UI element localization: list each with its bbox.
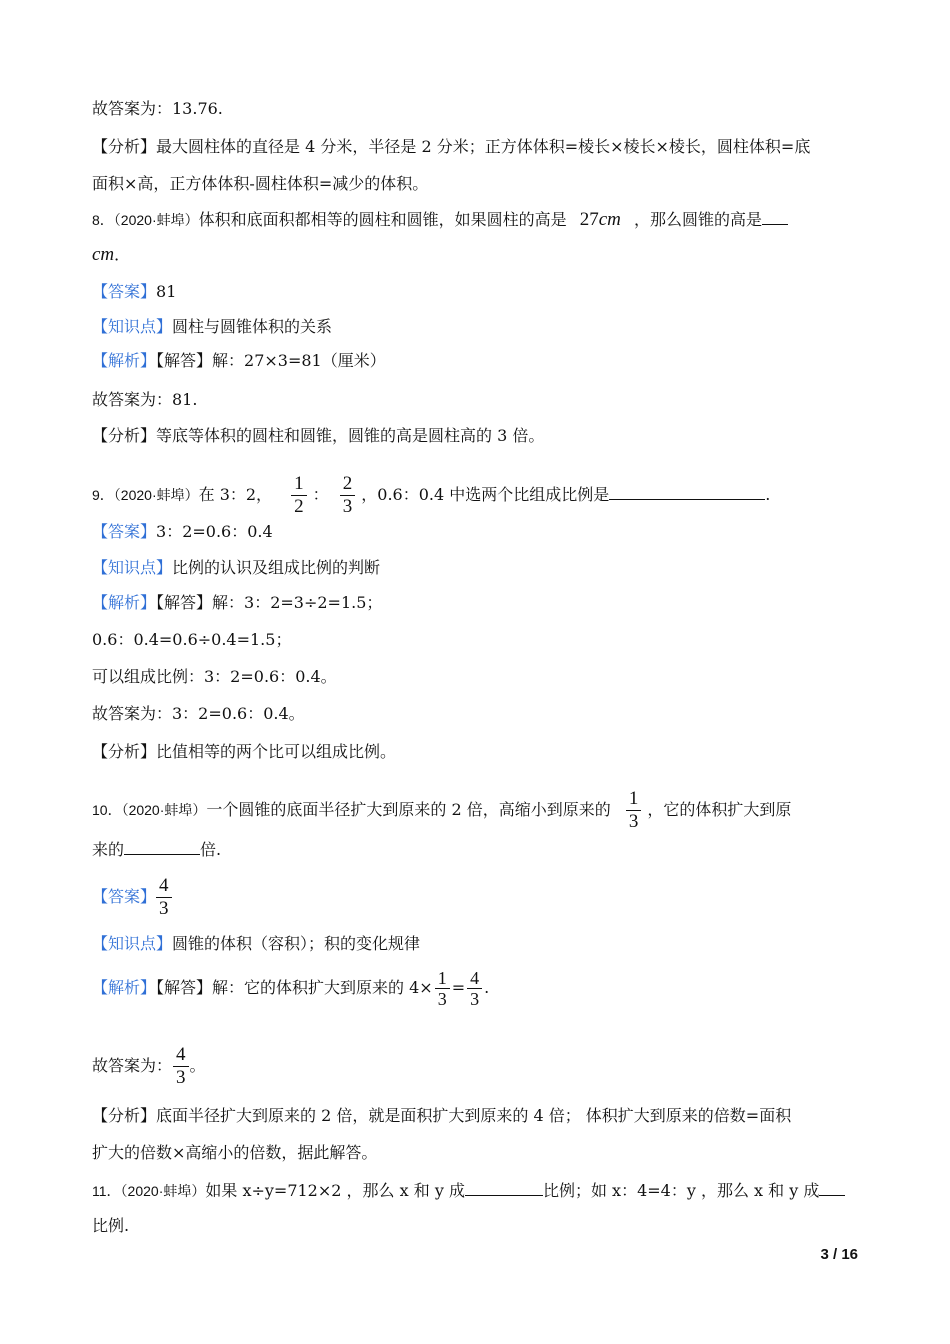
solution-tag: 【解析】: [92, 978, 157, 997]
answer-blank[interactable]: [609, 483, 765, 500]
final-answer-text: 故答案为：: [92, 1056, 173, 1075]
final-answer-line: [92, 1044, 206, 1089]
knowledge-text: 比例的认识及组成比例的判断: [172, 558, 381, 577]
question-source: （2020·蚌埠）: [120, 1183, 206, 1199]
answer-blank[interactable]: [819, 1179, 845, 1196]
knowledge-tag: 【知识点】: [92, 934, 173, 953]
question-11: [92, 1179, 845, 1202]
question-11-line2: 比例.: [92, 1216, 130, 1235]
answer-tag: 【答案】: [92, 282, 157, 301]
equals-sign: =: [451, 978, 466, 997]
question-text: 比例；如 x：4=4：y ，那么 x 和 y 成: [542, 1181, 820, 1200]
knowledge-row: [92, 316, 332, 338]
punctuation: ．: [114, 245, 131, 264]
knowledge-tag: 【知识点】: [92, 558, 173, 577]
question-10-line2: [92, 838, 221, 861]
unit: cm: [598, 209, 621, 230]
punctuation: .: [765, 485, 771, 504]
solution-text: 【解答】解：27×3=81（厘米）: [156, 351, 386, 370]
question-8: [92, 208, 788, 231]
question-8-line2: [92, 244, 130, 266]
knowledge-text: 圆锥的体积（容积）；积的变化规律: [172, 934, 421, 953]
question-9: [92, 473, 770, 518]
answer-tag: 【答案】: [92, 522, 157, 541]
question-text: 一个圆锥的底面半径扩大到原来的 2 倍，高缩小到原来的: [206, 800, 611, 819]
question-source: （2020·蚌埠）: [121, 802, 207, 818]
answer-value: 3：2=0.6：0.4: [156, 522, 273, 541]
solution-line: 可以组成比例：3：2=0.6：0.4。: [92, 667, 337, 686]
final-answer-line: 故答案为：3：2=0.6：0.4。: [92, 704, 305, 723]
final-answer-line: 故答案为：81.: [92, 390, 198, 409]
fraction: $\frac{2}{3}$: [340, 473, 356, 518]
question-number: 8．: [92, 212, 114, 228]
answer-row: [92, 281, 176, 303]
knowledge-row: [92, 557, 380, 579]
punctuation: 。: [189, 1056, 206, 1075]
solution-line: 0.6：0.4=0.6÷0.4=1.5；: [92, 630, 292, 649]
question-text: ，0.6：0.4 中选两个比组成比例是: [361, 485, 610, 504]
question-source: （2020·蚌埠）: [113, 487, 199, 503]
answer-fraction: $\frac{4}{3}$: [156, 875, 172, 920]
question-number: 11．: [92, 1183, 121, 1199]
analysis-line: 【分析】等底等体积的圆柱和圆锥，圆锥的高是圆柱高的 3 倍。: [92, 426, 545, 445]
analysis-line: 扩大的倍数×高缩小的倍数，据此解答。: [92, 1143, 378, 1162]
knowledge-tag: 【知识点】: [92, 317, 173, 336]
page-number: 3 / 16: [820, 1246, 858, 1263]
question-text: 体积和底面积都相等的圆柱和圆锥，如果圆柱的高是: [198, 210, 567, 229]
answer-tag: 【答案】: [92, 887, 157, 906]
fraction: $\frac{4}{3}$: [467, 968, 482, 1009]
height-value: 27: [579, 209, 599, 230]
knowledge-text: 圆柱与圆锥体积的关系: [172, 317, 333, 336]
punctuation: .: [484, 978, 490, 997]
answer-value: 81: [156, 282, 177, 301]
fraction: $\frac{1}{2}$: [291, 473, 307, 518]
analysis-line: 【分析】比值相等的两个比可以组成比例。: [92, 742, 397, 761]
answer-row: [92, 875, 178, 920]
ratio-separator: ：: [312, 485, 329, 504]
question-text: ，它的体积扩大到原: [647, 800, 792, 819]
question-10: [92, 788, 791, 833]
solution-tag: 【解析】: [92, 351, 157, 370]
answer-blank[interactable]: [762, 208, 788, 225]
solution-text: 【解答】解：3：2=3÷2=1.5；: [156, 593, 383, 612]
question-text: 如果 x÷y=712×2 ，那么 x 和 y 成: [205, 1181, 465, 1200]
question-text: 在 3：2，: [198, 485, 273, 504]
answer-blank[interactable]: [465, 1179, 543, 1196]
analysis-line: 面积×高，正方体体积-圆柱体积=减少的体积。: [92, 174, 429, 193]
knowledge-row: [92, 933, 420, 955]
solution-row: [92, 968, 489, 1009]
analysis-line: 【分析】最大圆柱体的直径是 4 分米，半径是 2 分米；正方体体积=棱长×棱长×棱长，圆柱体积=底: [92, 137, 811, 156]
question-text: 来的: [92, 840, 125, 859]
question-number: 9．: [92, 487, 114, 503]
answer-line: 故答案为：13.76.: [92, 99, 223, 118]
fraction: $\frac{1}{3}$: [435, 968, 450, 1009]
answer-row: [92, 521, 273, 543]
question-text: 倍.: [200, 840, 222, 859]
answer-blank[interactable]: [124, 838, 200, 855]
analysis-line: 【分析】底面半径扩大到原来的 2 倍，就是面积扩大到原来的 4 倍； 体积扩大到原来的倍数=面积: [92, 1106, 792, 1125]
question-source: （2020·蚌埠）: [113, 212, 199, 228]
fraction: $\frac{1}{3}$: [626, 788, 642, 833]
solution-text: 【解答】解：它的体积扩大到原来的 4×: [156, 978, 433, 997]
unit: cm: [92, 244, 115, 265]
question-text: ，那么圆锥的高是: [633, 210, 762, 229]
question-number: 10．: [92, 802, 122, 818]
solution-row: [92, 350, 386, 372]
fraction: $\frac{4}{3}$: [173, 1044, 189, 1089]
solution-row: [92, 592, 382, 614]
solution-tag: 【解析】: [92, 593, 157, 612]
